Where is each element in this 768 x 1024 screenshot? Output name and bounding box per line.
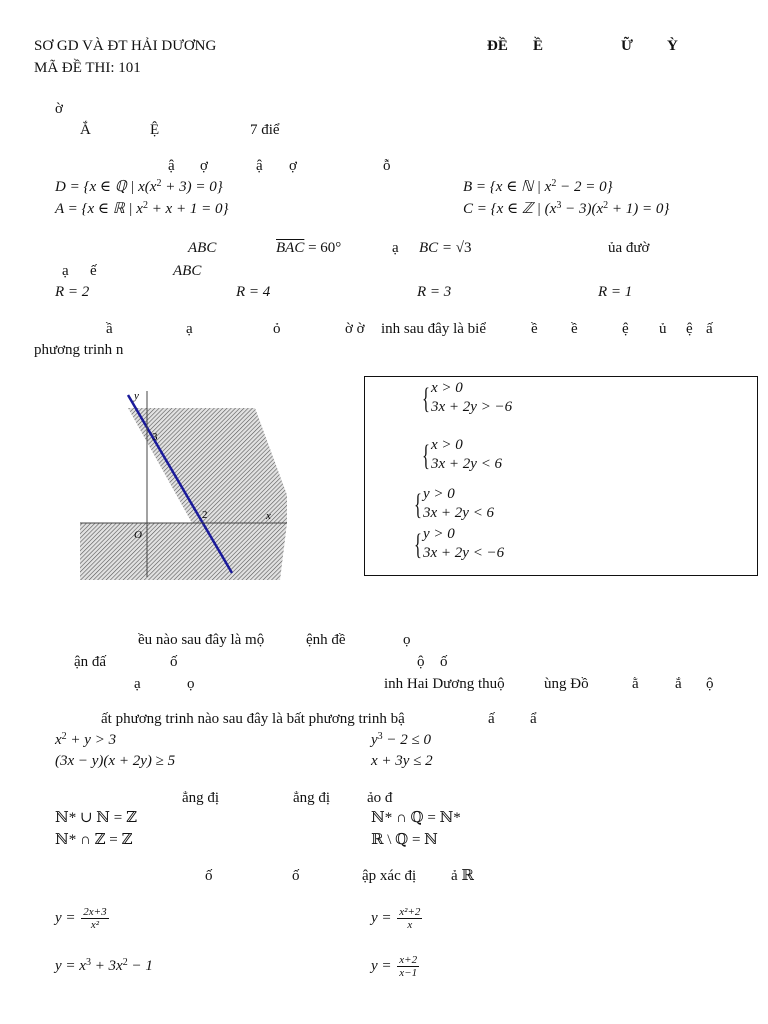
fraction — [81, 906, 108, 931]
text-fragment: ậ — [256, 158, 263, 174]
system-line-1: y > 0 — [423, 526, 455, 542]
side-bc-label: BC = — [419, 240, 456, 256]
option-a[interactable]: R = 2 — [55, 284, 90, 300]
set-d: D = {x ∈ ℚ | $x(x^2 + 3) = 0$} — [55, 178, 223, 195]
text-fragment: ố — [440, 654, 448, 670]
text-fragment: ợ — [200, 158, 208, 174]
option-d[interactable]: R = 1 — [598, 284, 633, 300]
fraction — [397, 906, 422, 931]
option-b[interactable]: $y^3 - 2 \le 0$ — [371, 731, 432, 748]
expr-part: y — [371, 732, 378, 748]
text-fragment: ề — [571, 321, 578, 337]
text-fragment: Ệ — [150, 122, 160, 138]
text-fragment: ọ — [187, 676, 195, 692]
text-fragment: ấ — [706, 321, 713, 337]
axis-label-x: x — [266, 510, 271, 522]
header-fragment: ĐỀ — [487, 38, 508, 54]
inequality-graph — [80, 385, 305, 580]
expr-part: y = x — [55, 958, 86, 974]
brace: { — [422, 439, 430, 472]
brace: { — [422, 382, 430, 415]
expr-part: y = — [55, 910, 80, 927]
set-d-b: + 3) = 0} — [161, 179, 223, 195]
option-b[interactable]: R = 4 — [236, 284, 271, 300]
text-fragment: ấ — [488, 711, 495, 727]
shaded-region-lower — [80, 523, 287, 580]
option-a[interactable] — [55, 906, 109, 931]
system-line-1: x > 0 — [431, 380, 463, 396]
text-fragment: ố — [170, 654, 178, 670]
text-fragment: ủ — [659, 321, 667, 337]
option-c[interactable]: $y = x^3 + 3x^2 - 1$ — [55, 957, 153, 974]
text-fragment: ế — [90, 263, 97, 279]
text-fragment: ất phương trinh nào sau đây là bất phương trinh bậ — [101, 711, 405, 727]
text-fragment: ọ — [403, 632, 411, 648]
text-fragment: ẳng đị — [293, 790, 331, 806]
text-fragment: ỗ — [383, 158, 391, 174]
triangle-abc: ABC — [173, 263, 202, 279]
system-line-1: y > 0 — [423, 486, 455, 502]
expr-part: − 1 — [127, 958, 153, 974]
system-line-2: 3x + 2y > −6 — [431, 399, 513, 415]
option-c[interactable]: (3x − y)(x + 2y) ≥ 5 — [55, 753, 176, 769]
brace: { — [414, 528, 422, 561]
brace: { — [414, 488, 422, 521]
text-fragment: ều nào sau đây là mộ — [138, 632, 265, 648]
option-d[interactable] — [371, 954, 419, 979]
header-fragment: Ỳ — [667, 38, 678, 54]
option-a[interactable]: ℕ* ∪ ℕ = ℤ — [55, 810, 137, 826]
system-line-1: x > 0 — [431, 437, 463, 453]
set-b-b: − 2 = 0} — [556, 179, 613, 195]
angle-bac-value: = 60° — [304, 240, 342, 256]
system-option-c[interactable] — [414, 486, 614, 526]
denominator: x² — [90, 919, 100, 932]
system-option-a[interactable] — [422, 380, 622, 420]
numerator: 2x+3 — [83, 906, 107, 918]
set-d-a: D = {x ∈ ℚ | x(x — [55, 179, 157, 195]
text-fragment: ệ — [622, 321, 629, 337]
text-fragment: ắ — [675, 676, 682, 692]
set-b: B = {x ∈ ℕ | $x^2 - 2 = 0$} — [463, 178, 613, 195]
set-c: C = {x ∈ ℤ | $(x^3 - 3)(x^2 + 1) = 0$} — [463, 200, 670, 217]
expr-part: x — [55, 732, 62, 748]
system-line-2: 3x + 2y < −6 — [423, 545, 505, 561]
text-fragment: ủa đườ — [608, 240, 650, 256]
exam-code: MÃ ĐỀ THI: 101 — [34, 60, 141, 76]
set-a-a: A = {x ∈ ℝ | x — [55, 201, 143, 217]
numerator: x+2 — [399, 954, 418, 966]
text-fragment: inh Hai Dương thuộ — [384, 676, 505, 692]
angle-bac-name: $\overline{BAC}$ — [276, 240, 305, 256]
expr-part: + 3x — [90, 958, 123, 974]
denominator: x — [407, 919, 413, 932]
text-fragment: ộ — [417, 654, 425, 670]
expr-part: − 2 ≤ 0 — [382, 732, 432, 748]
sqrt-3: √3 — [455, 240, 472, 256]
text-fragment: ầ — [106, 321, 113, 337]
set-b-a: B = {x ∈ ℕ | x — [463, 179, 552, 195]
text-fragment: ệnh đề — [306, 632, 346, 648]
text-fragment: ộ — [706, 676, 714, 692]
text-fragment: ận đấ — [74, 654, 107, 670]
shaded-region-upper — [128, 408, 287, 523]
text-fragment: ạ — [186, 321, 193, 337]
triangle-abc: ABC — [188, 240, 217, 256]
text-fragment: ỏ — [273, 321, 281, 337]
text-fragment: ố — [205, 868, 213, 884]
text-fragment: Ắ — [80, 122, 91, 138]
text-fragment: inh sau đây là biể — [381, 321, 486, 337]
tick-label-2: 2 — [202, 509, 208, 521]
angle-bac — [276, 240, 341, 257]
text-fragment: ả ℝ — [451, 868, 474, 884]
option-d[interactable]: x + 3y ≤ 2 — [371, 753, 433, 769]
option-b[interactable]: ℕ* ∩ ℚ = ℕ* — [371, 810, 461, 826]
text-fragment: ẩ — [530, 711, 537, 727]
set-c-c: + 1) = 0} — [608, 201, 670, 217]
text-fragment: ằ — [632, 676, 639, 692]
side-bc — [419, 240, 472, 257]
option-b[interactable] — [371, 906, 422, 931]
text-fragment: ề — [531, 321, 538, 337]
system-option-d[interactable] — [414, 526, 614, 566]
text-fragment: phương trinh n — [34, 342, 124, 358]
text-fragment: ạ — [392, 240, 399, 256]
text-fragment: ố — [292, 868, 300, 884]
numerator: x²+2 — [399, 906, 421, 918]
text-fragment: ạ — [134, 676, 141, 692]
fraction — [397, 954, 419, 979]
denominator: x−1 — [399, 967, 418, 980]
set-c-b: − 3)(x — [561, 201, 604, 217]
expr-part: + y > 3 — [66, 732, 117, 748]
option-a[interactable]: $x^2 + y > 3$ — [55, 731, 117, 748]
text-fragment: ảo đ — [367, 790, 393, 806]
text-fragment: ập xác đị — [362, 868, 417, 884]
axis-label-y: y — [134, 390, 139, 402]
school-name: SƠ GD VÀ ĐT HẢI DƯƠNG — [34, 38, 217, 54]
text-fragment: ờ — [55, 101, 63, 117]
text-fragment: ệ — [686, 321, 693, 337]
set-c-a: C = {x ∈ ℤ | (x — [463, 201, 557, 217]
text-fragment: ờ ờ — [345, 321, 365, 337]
text-fragment: ậ — [168, 158, 175, 174]
set-a-b: + x + 1 = 0} — [147, 201, 229, 217]
tick-label-3: 3 — [152, 431, 158, 443]
option-c[interactable]: ℕ* ∩ ℤ = ℤ — [55, 832, 133, 848]
set-a: A = {x ∈ ℝ | $x^2 + x + 1 = 0$} — [55, 200, 229, 217]
text-fragment: ẳng đị — [182, 790, 220, 806]
text-fragment: ạ — [62, 263, 69, 279]
text-fragment: 7 điể — [250, 122, 280, 138]
text-fragment: ùng Đồ — [544, 676, 589, 692]
text-fragment: ợ — [289, 158, 297, 174]
header-fragment: Ữ — [621, 38, 633, 54]
system-option-b[interactable] — [422, 437, 622, 477]
expr-part: y = — [371, 910, 396, 927]
origin-label: O — [134, 529, 142, 541]
system-line-2: 3x + 2y < 6 — [431, 456, 503, 472]
expr-part: y = — [371, 958, 396, 975]
header-fragment: Ề — [533, 38, 544, 54]
option-c[interactable]: R = 3 — [417, 284, 452, 300]
option-d[interactable]: ℝ \ ℚ = ℕ — [371, 832, 438, 848]
system-line-2: 3x + 2y < 6 — [423, 505, 495, 521]
